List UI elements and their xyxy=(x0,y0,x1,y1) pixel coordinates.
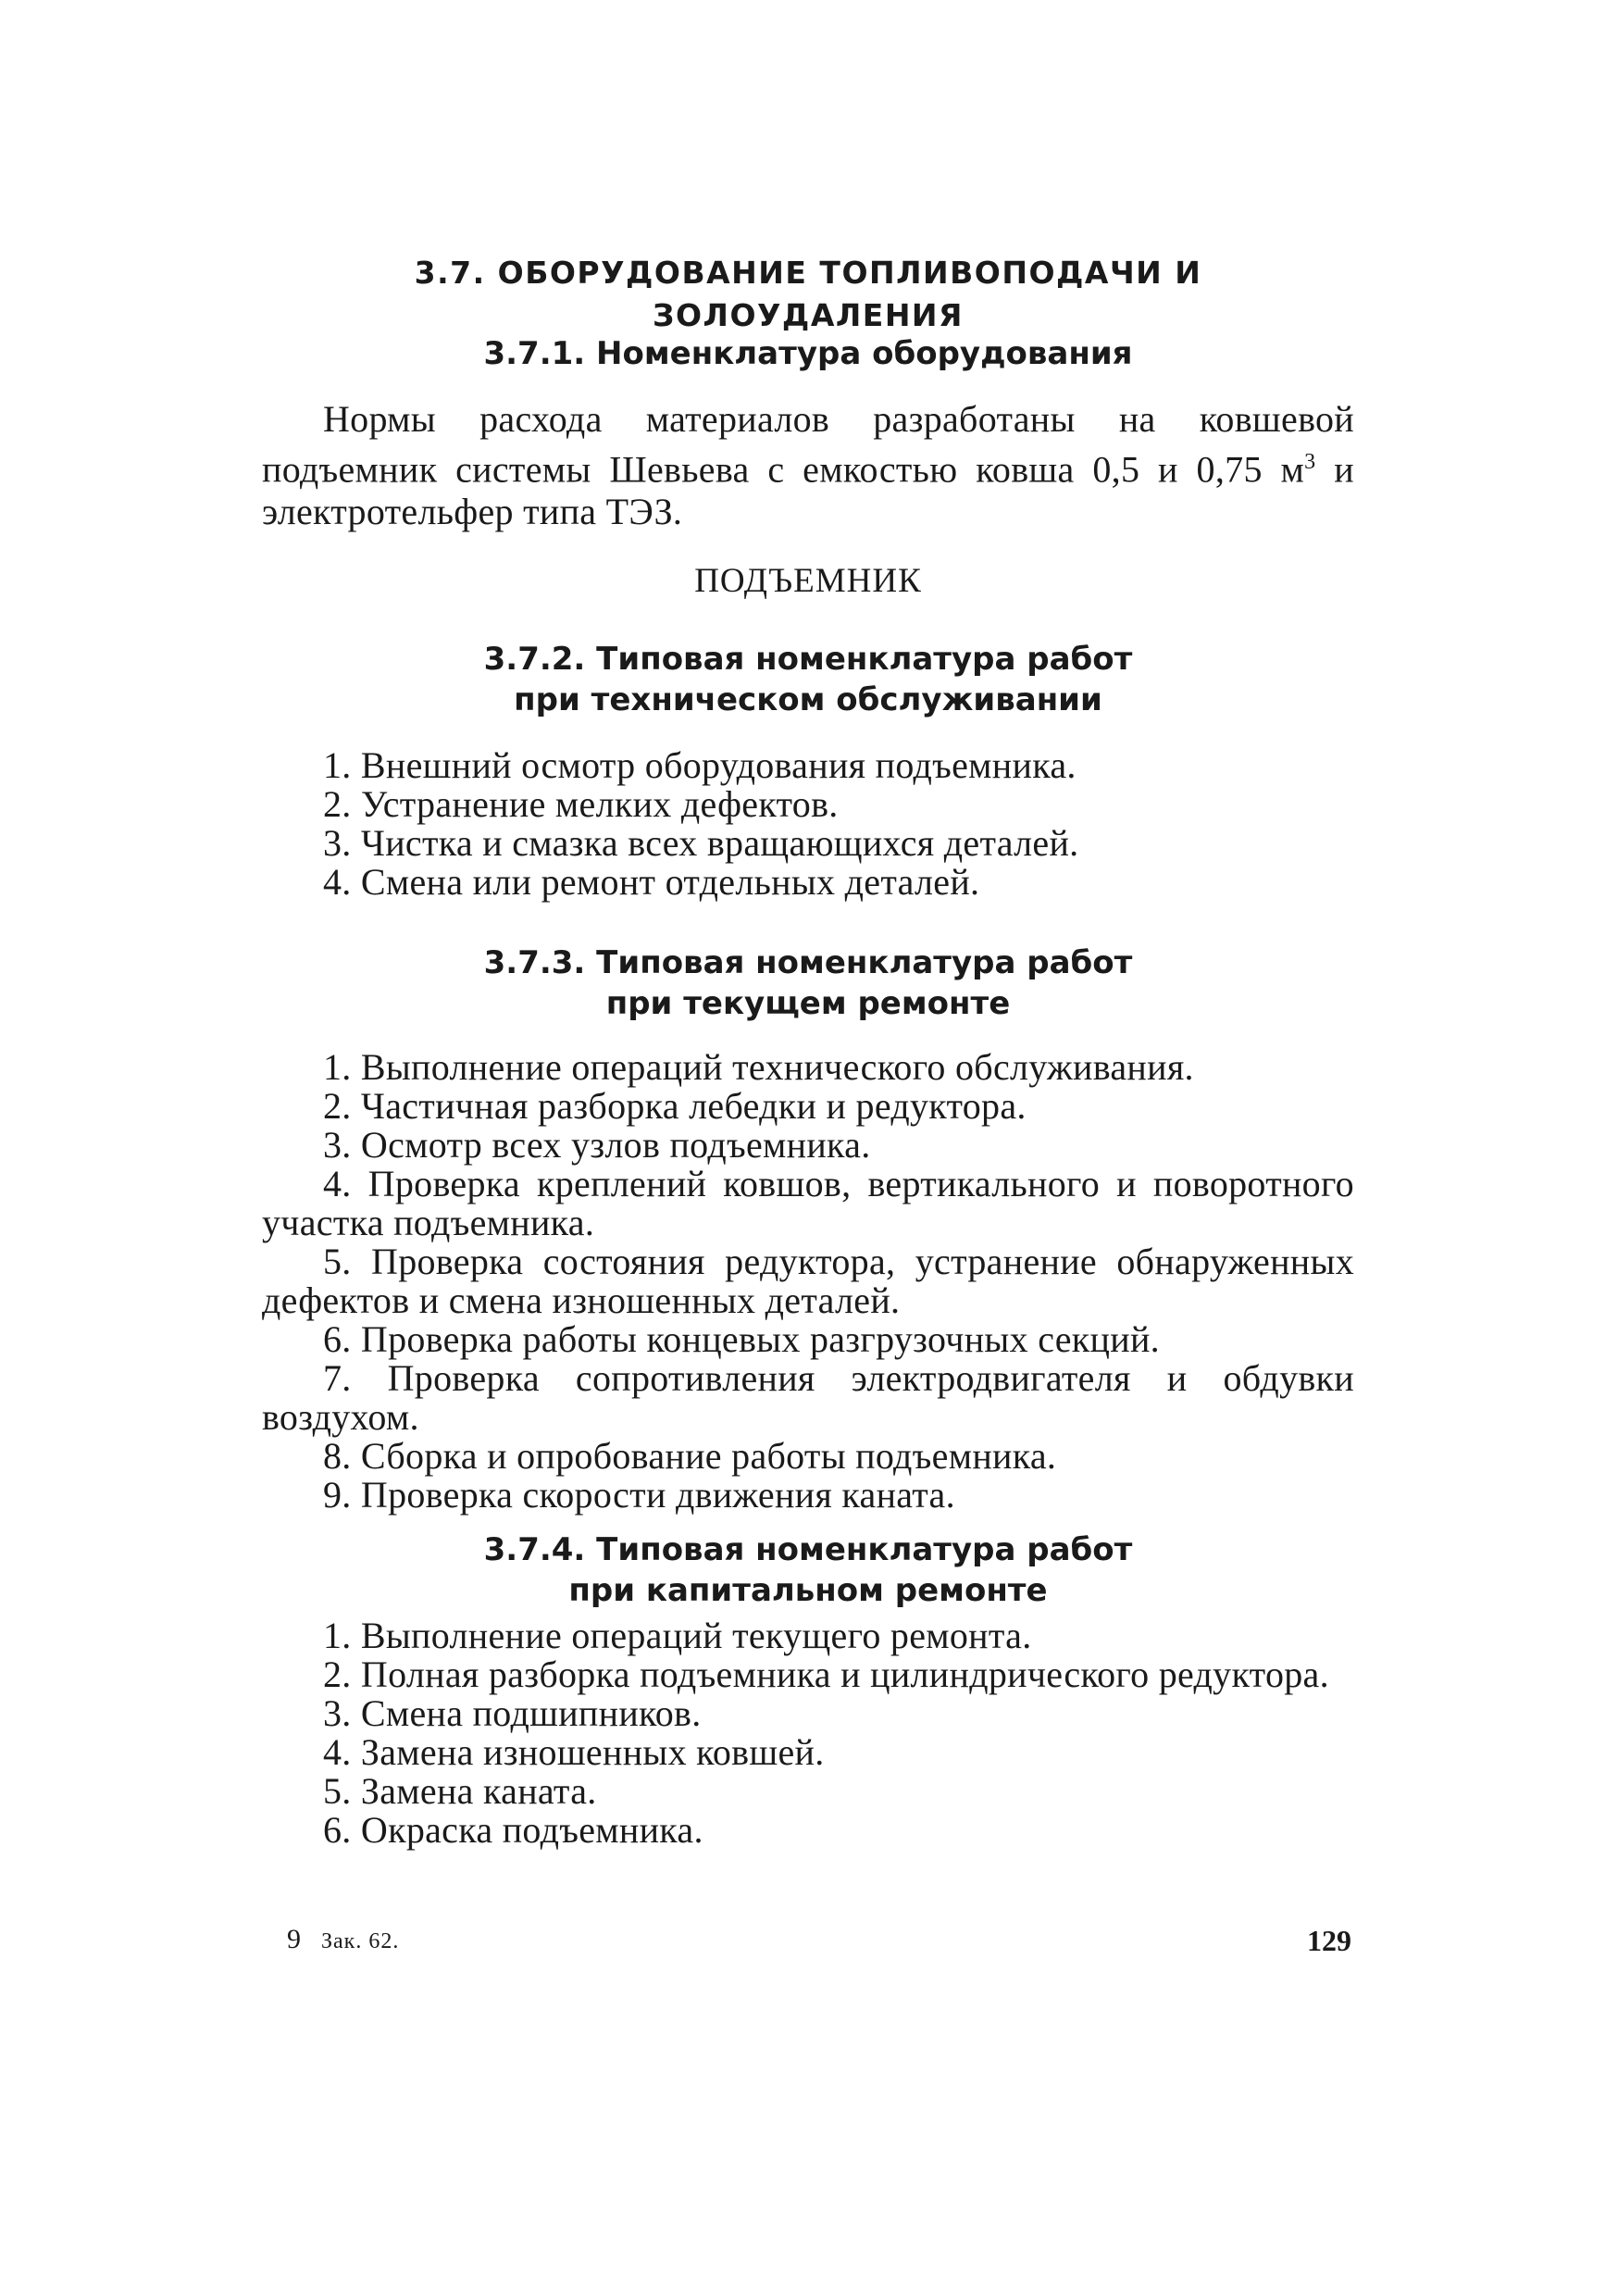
page-number: 129 xyxy=(1307,1924,1351,1957)
capital-repair-list-block xyxy=(262,1616,1354,1850)
maintenance-heading-block xyxy=(262,639,1354,720)
list-item: 2. Устранение мелких дефектов. xyxy=(323,783,839,825)
list-item: 4. Замена изношенных ковшей. xyxy=(323,1731,825,1773)
signature-number: 9 xyxy=(287,1924,301,1954)
list-item: 8. Сборка и опробование работы подъемника. xyxy=(323,1435,1057,1477)
list-item: 3. Осмотр всех узлов подъемника. xyxy=(323,1124,871,1166)
current-repair-heading-block xyxy=(262,942,1354,1024)
capital-repair-list xyxy=(262,1616,1354,1850)
list-item: 2. Частичная разборка лебедки и редуктора. xyxy=(323,1085,1027,1127)
list-item: 1. Выполнение операций технического обслуживания. xyxy=(323,1046,1194,1088)
maintenance-list-block xyxy=(262,746,1354,902)
list-item: 3. Чистка и смазка всех вращающихся деталей. xyxy=(323,822,1079,864)
current-repair-list-block xyxy=(262,1048,1354,1515)
current-repair-list xyxy=(262,1048,1354,1515)
list-item: 4. Смена или ремонт отдельных деталей. xyxy=(323,861,980,903)
section-title-block xyxy=(262,252,1354,337)
list-item: 5. Замена каната. xyxy=(323,1770,597,1812)
list-item: 9. Проверка скорости движения каната. xyxy=(323,1474,955,1516)
subsection-label-block xyxy=(262,561,1354,602)
list-item: 1. Выполнение операций текущего ремонта. xyxy=(323,1615,1032,1656)
list-item: 1. Внешний осмотр оборудования подъемника. xyxy=(323,744,1077,786)
intro-paragraph xyxy=(262,398,1354,533)
capital-repair-heading-line2: при капитальном ремонте xyxy=(568,1572,1048,1609)
intro-paragraph-block xyxy=(262,398,1354,533)
footer-signature xyxy=(287,1924,399,1955)
current-repair-heading-line1: 3.7.3. Типовая номенклатура работ xyxy=(483,944,1133,981)
list-item: 4. Проверка креплений ковшов, вертикального и поворотного участка подъемника. xyxy=(262,1163,1354,1243)
capital-repair-heading-block xyxy=(262,1529,1354,1611)
subsection-label: ПОДЪЕМНИК xyxy=(694,562,922,600)
capital-repair-heading-line1: 3.7.4. Типовая номенклатура работ xyxy=(483,1531,1133,1568)
order-note: Зак. 62. xyxy=(321,1929,400,1953)
list-item: 3. Смена подшипников. xyxy=(323,1692,702,1734)
list-item: 6. Проверка работы концевых разгрузочных секций. xyxy=(323,1318,1160,1360)
list-item: 6. Окраска подъемника. xyxy=(323,1809,703,1851)
current-repair-heading-line2: при текущем ремонте xyxy=(605,985,1011,1022)
intro-paragraph-tail: и электротельфер типа ТЭЗ. xyxy=(262,448,1354,533)
list-item: 5. Проверка состояния редуктора, устранение обнаруженных дефектов и смена изношенных деталей. xyxy=(262,1241,1354,1321)
maintenance-heading-line1: 3.7.2. Типовая номенклатура работ xyxy=(483,641,1133,678)
intro-paragraph-main: Нормы расхода материалов разработаны на ковшевой подъемник системы Шевьева с емкостью ковша 0,5 и 0,75 м xyxy=(262,398,1354,491)
maintenance-list xyxy=(262,746,1354,902)
nomenclature-heading: 3.7.1. Номенклатура оборудования xyxy=(483,335,1133,372)
section-title: 3.7. ОБОРУДОВАНИЕ ТОПЛИВОПОДАЧИ И ЗОЛОУДАЛЕНИЯ xyxy=(414,255,1202,333)
nomenclature-heading-block xyxy=(262,333,1354,374)
maintenance-heading-line2: при техническом обслуживании xyxy=(514,681,1102,718)
page-footer xyxy=(287,1924,1351,1965)
list-item: 7. Проверка сопротивления электродвигателя и обдувки воздухом. xyxy=(262,1357,1354,1438)
intro-paragraph-sup: 3 xyxy=(1304,450,1316,474)
list-item: 2. Полная разборка подъемника и цилиндрического редуктора. xyxy=(323,1653,1329,1695)
